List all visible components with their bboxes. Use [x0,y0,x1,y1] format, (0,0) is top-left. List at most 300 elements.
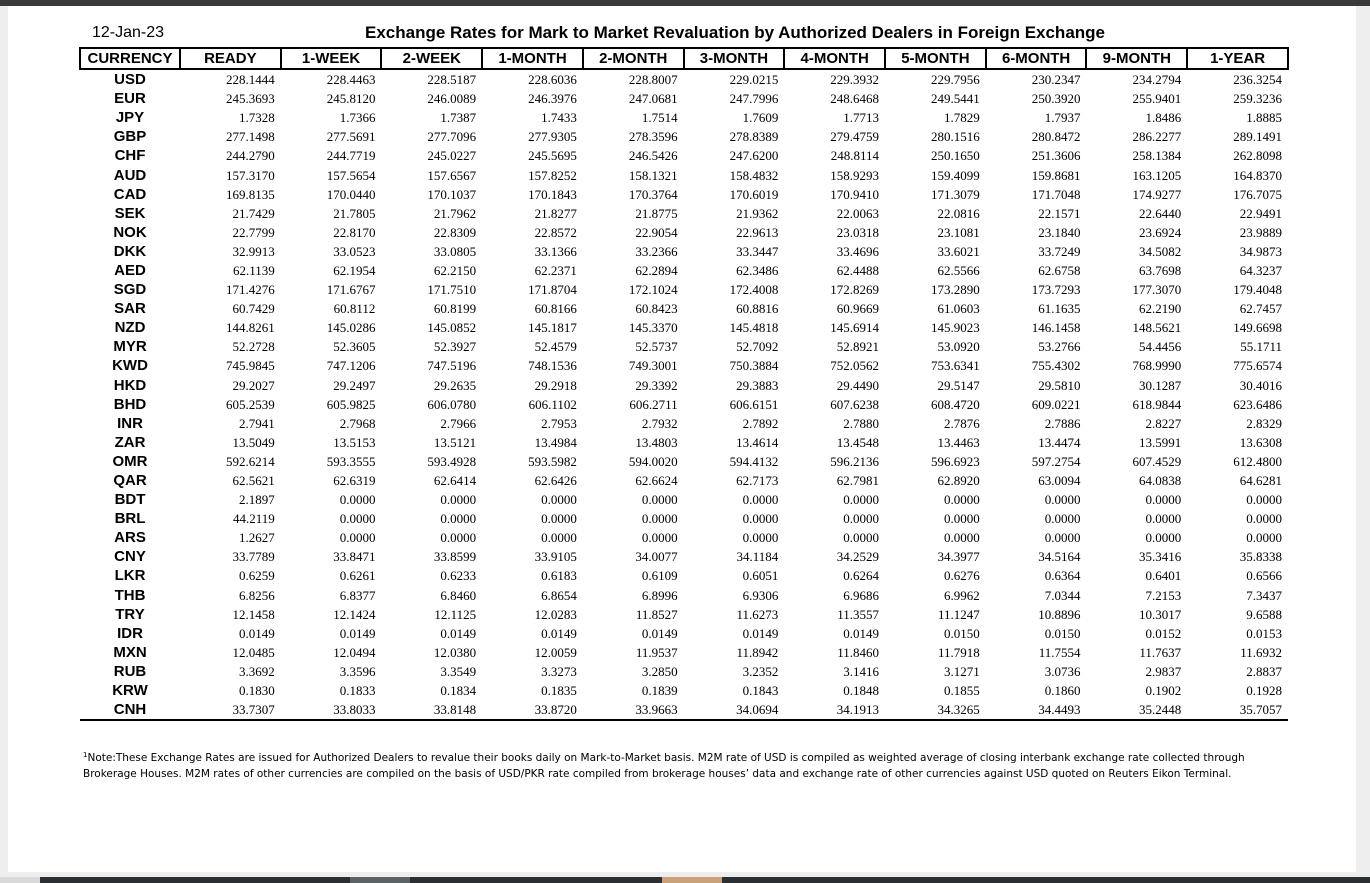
report-title: Exchange Rates for Mark to Market Revaluation by Authorized Dealers in Foreign Exchange [365,23,1105,42]
rate-cell: 172.4008 [729,282,779,298]
currency-code: THB [114,586,146,604]
rate-cell: 606.0780 [427,396,477,412]
rate-cell: 29.2635 [433,377,477,393]
rate-cell: 2.7892 [742,415,779,431]
rate-cell: 246.0089 [427,91,477,107]
rate-cell: 33.9105 [534,549,577,565]
rate-cell: 170.1843 [528,186,577,202]
rate-cell: 60.8816 [736,301,779,317]
rate-cell: 61.1635 [1038,301,1081,317]
rate-cell: 171.7510 [427,282,477,298]
rate-cell: 22.8572 [534,224,577,240]
rate-cell: 2.7886 [1044,415,1081,431]
rate-cell: 0.0000 [1044,530,1081,546]
rate-cell: 0.0152 [1145,625,1182,641]
rate-cell: 2.7968 [339,415,376,431]
rate-cell: 245.3693 [225,91,275,107]
bottom-bar-segment [0,877,40,883]
rate-cell: 33.3447 [736,243,779,259]
rate-cell: 596.6923 [931,453,980,469]
rate-cell: 0.0000 [440,530,477,546]
currency-code: HKD [113,376,147,394]
rate-cell: 0.0000 [440,492,477,508]
table-row [80,700,1288,720]
rate-cell: 64.3237 [1239,262,1282,278]
table-row [80,681,1288,700]
rate-cell: 13.6308 [1239,434,1282,450]
rate-cell: 605.2539 [225,396,275,412]
rate-cell: 22.7799 [232,224,275,240]
currency-code: RUB [113,662,147,680]
rate-cell: 34.0694 [684,700,785,720]
rate-cell: 0.0000 [1044,511,1081,527]
rate-cell: 0.0149 [541,625,577,641]
rate-cell: 44.2119 [232,511,275,527]
rate-cell: 3.2352 [742,663,779,679]
table-row [80,662,1288,681]
rate-cell: 62.5566 [937,262,980,278]
rate-cell: 0.0000 [742,530,779,546]
rate-cell: 752.0562 [830,358,880,374]
rate-cell: 158.4832 [729,167,779,183]
rate-cell: 0.6259 [238,568,275,584]
rate-cell: 277.1498 [225,129,275,145]
rate-cell: 13.4803 [635,434,678,450]
bottom-bar-segment [350,877,410,883]
rate-cell: 62.1139 [232,262,275,278]
rate-cell: 0.6109 [641,568,678,584]
rate-cell: 228.8007 [628,72,678,88]
rate-cell: 0.0000 [1246,530,1282,546]
rate-cell: 0.0149 [440,625,477,641]
rate-cell: 605.9825 [326,396,376,412]
rate-cell: 22.9054 [635,224,678,240]
rate-cell: 21.7962 [433,205,477,221]
rate-cell: 9.6588 [1246,606,1282,622]
rate-cell: 62.2150 [433,262,477,278]
rate-cell: 6.8654 [541,587,577,603]
table-row [80,605,1288,624]
rate-cell: 0.0000 [843,511,880,527]
rate-cell: 34.3977 [937,549,980,565]
rate-cell: 0.6566 [1246,568,1282,584]
table-row [80,452,1288,471]
table-row [80,108,1288,127]
rate-cell: 12.0283 [534,606,577,622]
rate-cell: 0.6051 [742,568,779,584]
rate-cell: 248.8114 [830,148,880,164]
rate-cell: 0.0150 [1044,625,1081,641]
rate-cell: 145.9023 [931,320,980,336]
rate-cell: 7.3437 [1246,587,1282,603]
rate-cell: 612.4800 [1233,453,1282,469]
rate-cell: 29.4490 [836,377,880,393]
rate-cell: 2.7876 [944,415,980,431]
rate-cell: 52.2728 [232,339,275,355]
currency-code: USD [114,71,146,89]
rate-cell: 289.1491 [1233,129,1282,145]
rate-cell: 1.8885 [1246,110,1282,126]
rate-cell: 0.1839 [641,683,678,699]
column-header-currency: CURRENCY [80,48,180,69]
rate-cell: 753.6341 [931,358,980,374]
currency-code: ZAR [114,433,146,451]
rate-cell: 286.2277 [1132,129,1182,145]
currency-code: CHF [114,147,146,165]
rate-cell: 250.3920 [1031,91,1081,107]
viewer-right-margin [1356,6,1370,877]
rate-cell: 53.0920 [937,339,980,355]
rate-cell: 11.9537 [635,644,678,660]
rate-cell: 13.4463 [937,434,980,450]
rate-cell: 171.8704 [528,282,577,298]
rate-cell: 29.2497 [333,377,376,393]
rate-cell: 6.9306 [742,587,779,603]
rate-cell: 176.7075 [1233,186,1282,202]
rate-cell: 13.5049 [232,434,275,450]
rate-cell: 62.6319 [333,473,376,489]
rate-cell: 0.0000 [944,511,980,527]
column-header-1-year: 1-YEAR [1187,48,1288,69]
rate-cell: 0.0000 [843,530,880,546]
rate-cell: 172.1024 [628,282,678,298]
footnote-marker: 1 [83,751,88,759]
rate-cell: 13.4548 [836,434,880,450]
rate-cell: 12.0485 [232,644,275,660]
rate-cell: 245.0227 [427,148,477,164]
rate-cell: 62.2371 [534,262,577,278]
currency-code: EUR [114,90,146,108]
rate-cell: 177.3070 [1132,282,1182,298]
rate-cell: 6.8256 [238,587,275,603]
rate-cell: 144.8261 [225,320,275,336]
rate-cell: 174.9277 [1132,186,1182,202]
rate-cell: 158.9293 [830,167,880,183]
currency-code: AUD [113,166,147,184]
rate-cell: 278.8389 [729,129,779,145]
rate-cell: 0.0000 [541,492,577,508]
rate-cell: 64.6281 [1239,473,1282,489]
rate-cell: 0.1830 [238,683,275,699]
rate-cell: 229.0215 [729,72,779,88]
rate-cell: 608.4720 [931,396,980,412]
rate-cell: 21.8775 [635,205,678,221]
column-header-2-month: 2-MONTH [583,48,684,69]
currency-code: JPY [115,109,145,127]
rate-cell: 6.8996 [641,587,678,603]
rate-cell: 262.8098 [1233,148,1282,164]
rate-cell: 0.6364 [1044,568,1081,584]
rate-cell: 1.7387 [440,110,477,126]
rate-cell: 277.7096 [427,129,477,145]
rate-cell: 35.7057 [1187,700,1288,720]
currency-code: CAD [113,185,147,203]
rate-cell: 22.9613 [736,224,779,240]
rate-cell: 33.4696 [836,243,880,259]
column-header-ready: READY [180,48,281,69]
rate-cell: 21.7429 [232,205,275,221]
currency-code: IDR [117,624,143,642]
rate-cell: 6.9962 [944,587,980,603]
currency-code: SAR [114,300,146,318]
rate-cell: 1.7514 [641,110,678,126]
currency-code: KWD [112,357,148,375]
rate-cell: 35.2448 [1086,700,1187,720]
rate-cell: 592.6214 [225,453,275,469]
rate-cell: 10.8896 [1038,606,1081,622]
rate-cell: 230.2347 [1031,72,1081,88]
column-header-3-month: 3-MONTH [684,48,785,69]
rate-cell: 0.0149 [339,625,376,641]
rate-cell: 606.1102 [528,396,577,412]
currency-code: BDT [114,491,146,509]
rate-cell: 52.3605 [333,339,376,355]
table-row [80,490,1288,509]
rate-cell: 29.2027 [232,377,275,393]
rate-cell: 62.7457 [1239,301,1282,317]
rate-cell: 1.8486 [1145,110,1182,126]
rate-cell: 62.6414 [433,473,477,489]
table-row [80,547,1288,566]
rate-cell: 10.3017 [1138,606,1182,622]
rate-cell: 0.0000 [1145,530,1182,546]
rate-cell: 60.9669 [836,301,880,317]
rate-cell: 0.6233 [440,568,477,584]
rate-cell: 593.4928 [427,453,477,469]
rate-cell: 607.6238 [830,396,880,412]
rate-cell: 0.0000 [1044,492,1081,508]
currency-code: BRL [114,510,146,528]
rate-cell: 23.1840 [1038,224,1081,240]
currency-code: BHD [113,395,147,413]
rate-cell: 13.4984 [534,434,577,450]
rate-cell: 62.7173 [736,473,779,489]
rate-cell: 747.5196 [427,358,477,374]
rate-cell: 250.1650 [931,148,980,164]
rate-cell: 755.4302 [1031,358,1081,374]
rate-cell: 60.7429 [232,301,275,317]
table-row [80,509,1288,528]
rate-cell: 62.2894 [635,262,678,278]
rate-cell: 62.6624 [635,473,678,489]
rate-cell: 149.6698 [1233,320,1282,336]
rate-cell: 0.1835 [541,683,577,699]
rate-cell: 29.3883 [736,377,779,393]
rate-cell: 157.3170 [225,167,275,183]
rate-cell: 277.5691 [326,129,376,145]
rate-cell: 53.2766 [1038,339,1081,355]
rate-cell: 749.3001 [628,358,678,374]
rate-cell: 2.7880 [843,415,880,431]
table-row [80,528,1288,547]
rate-cell: 0.0149 [742,625,779,641]
rate-cell: 145.3370 [628,320,678,336]
footnote [83,750,1283,782]
rate-cell: 172.8269 [830,282,880,298]
rate-cell: 21.9362 [736,205,779,221]
rate-cell: 0.0000 [641,511,678,527]
rate-cell: 2.8329 [1246,415,1282,431]
footnote-text: Note:These Exchange Rates are issued for Authorized Dealers to revalue their books daily on Mark-to-Market basis. M2M rate of USD is compiled as weighted average of closing interbank exchange rate collected through Brokerage Houses. M2M rates of other currencies are compiled on the basis of USD/PKR rate compiled from brokerage houses’ data and exchange rate of other currencies against USD quoted on Reuters Eikon Terminal. [83,752,1245,780]
rate-cell: 750.3884 [729,358,779,374]
rate-cell: 0.0000 [339,530,376,546]
rate-cell: 0.0000 [742,492,779,508]
rate-cell: 30.1287 [1138,377,1182,393]
rate-cell: 0.1848 [843,683,880,699]
rate-cell: 0.0153 [1246,625,1282,641]
rate-cell: 35.3416 [1138,549,1182,565]
rate-cell: 0.0000 [843,492,880,508]
rate-cell: 34.4493 [986,700,1087,720]
rate-cell: 23.1081 [937,224,980,240]
rate-cell: 23.0318 [836,224,880,240]
rate-cell: 35.8338 [1239,549,1282,565]
rate-cell: 2.7953 [541,415,577,431]
rate-cell: 12.0059 [534,644,577,660]
currency-code: LKR [114,567,146,585]
rate-cell: 145.1817 [528,320,577,336]
rate-cell: 173.2890 [931,282,980,298]
rate-cell: 3.3692 [238,663,275,679]
rate-cell: 258.1384 [1132,148,1182,164]
rate-cell: 0.0000 [1246,492,1282,508]
rate-cell: 62.1954 [333,262,376,278]
rate-cell: 229.3932 [830,72,880,88]
currency-code: SGD [113,281,147,299]
rate-cell: 1.2627 [238,530,275,546]
currency-code: SEK [114,204,146,222]
currency-code: ARS [114,529,146,547]
rate-cell: 33.7789 [232,549,275,565]
rate-cell: 62.5621 [232,473,275,489]
rate-cell: 0.0149 [843,625,880,641]
rate-cell: 11.3557 [837,606,880,622]
rate-cell: 64.0838 [1138,473,1182,489]
table-row [80,204,1288,223]
table-row [80,127,1288,146]
report-date: 12-Jan-23 [92,24,165,41]
currency-code: CNH [80,700,180,720]
rate-cell: 13.5991 [1138,434,1182,450]
rate-cell: 0.0149 [641,625,678,641]
rate-cell: 280.8472 [1031,129,1081,145]
rate-cell: 11.8942 [736,644,779,660]
rate-cell: 29.2918 [534,377,577,393]
rate-cell: 229.7956 [931,72,980,88]
rate-cell: 593.5982 [528,453,577,469]
table-row [80,624,1288,643]
rate-cell: 34.5164 [1038,549,1081,565]
currency-code: TRY [115,605,145,623]
rate-cell: 52.5737 [635,339,678,355]
rate-cell: 13.5121 [433,434,477,450]
rate-cell: 259.3236 [1233,91,1282,107]
rate-cell: 33.8720 [482,700,583,720]
rate-cell: 62.2190 [1138,301,1182,317]
rate-cell: 33.6021 [937,243,980,259]
rate-cell: 0.0149 [238,625,275,641]
rate-cell: 63.7698 [1138,262,1182,278]
rate-cell: 2.7966 [440,415,477,431]
rate-cell: 60.8112 [333,301,376,317]
currency-code: NZD [114,319,146,337]
rate-cell: 245.5695 [528,148,577,164]
rate-cell: 0.1843 [742,683,779,699]
rate-cell: 2.8837 [1246,663,1282,679]
rate-cell: 170.9410 [830,186,880,202]
rate-cell: 606.6151 [729,396,779,412]
rate-cell: 22.0816 [937,205,980,221]
rate-cell: 52.8921 [836,339,880,355]
rate-cell: 3.1271 [944,663,980,679]
rate-cell: 62.6758 [1038,262,1081,278]
rate-cell: 1.7829 [944,110,980,126]
rate-cell: 606.2711 [629,396,678,412]
rate-cell: 255.9401 [1132,91,1182,107]
rate-cell: 33.8033 [281,700,382,720]
rate-cell: 245.8120 [326,91,376,107]
rate-cell: 62.6426 [534,473,577,489]
rate-cell: 11.8527 [635,606,678,622]
rate-cell: 6.8460 [440,587,477,603]
rate-cell: 33.8599 [433,549,477,565]
rate-cell: 775.6574 [1233,358,1282,374]
rate-cell: 1.7609 [742,110,779,126]
rate-cell: 170.1037 [427,186,477,202]
rate-cell: 2.1897 [238,492,275,508]
rate-cell: 0.0000 [440,511,477,527]
rate-cell: 279.4759 [830,129,880,145]
rate-cell: 157.8252 [528,167,577,183]
rate-cell: 0.0000 [1145,492,1182,508]
rate-cell: 0.0000 [944,530,980,546]
column-header-9-month: 9-MONTH [1086,48,1187,69]
table-row [80,146,1288,165]
rate-cell: 594.0020 [628,453,678,469]
rate-cell: 22.6440 [1138,205,1182,221]
rate-cell: 12.0380 [433,644,477,660]
rate-cell: 146.1458 [1031,320,1081,336]
currency-code: MYR [113,338,147,356]
rate-cell: 623.6486 [1233,396,1282,412]
rate-cell: 12.1458 [232,606,275,622]
rate-cell: 0.6183 [541,568,577,584]
rate-cell: 34.1184 [736,549,779,565]
rate-cell: 7.2153 [1145,587,1182,603]
rate-cell: 34.5082 [1138,243,1182,259]
rate-cell: 1.7937 [1044,110,1081,126]
currency-code: MXN [113,643,147,661]
table-row [80,185,1288,204]
currency-code: CNY [114,548,146,566]
currency-code: OMR [112,452,148,470]
rate-cell: 277.9305 [528,129,577,145]
rate-cell: 34.9873 [1239,243,1282,259]
rate-cell: 0.1855 [944,683,980,699]
rate-cell: 171.3079 [931,186,980,202]
rate-cell: 11.7554 [1038,644,1081,660]
rate-cell: 248.6468 [830,91,880,107]
rate-cell: 13.5153 [333,434,376,450]
rate-cell: 0.1928 [1246,683,1282,699]
rate-cell: 11.7918 [937,644,980,660]
table-row [80,566,1288,585]
rate-cell: 171.6767 [326,282,376,298]
rate-cell: 145.0852 [427,320,477,336]
table-row [80,318,1288,337]
rate-cell: 11.1247 [937,606,980,622]
rate-cell: 6.8377 [339,587,376,603]
